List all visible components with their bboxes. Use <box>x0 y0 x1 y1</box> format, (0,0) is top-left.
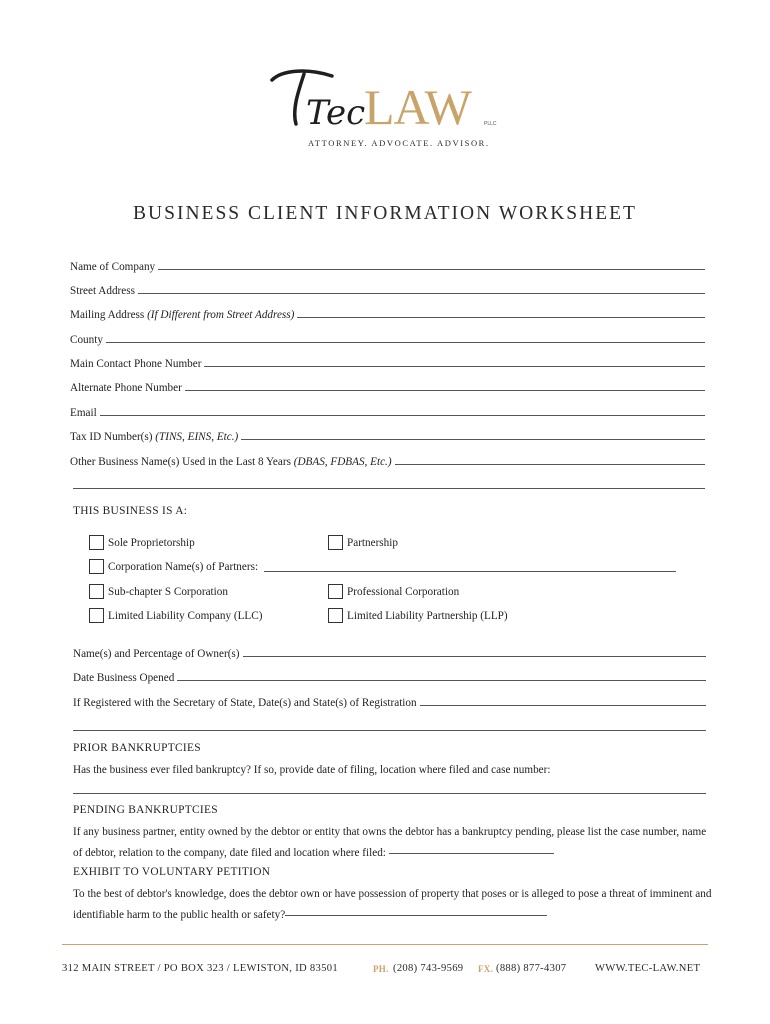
tax-id-field[interactable] <box>70 427 705 443</box>
field-hint: (DBAS, FDBAS, Etc.) <box>293 456 392 468</box>
field-label: Main Contact Phone Number <box>70 358 202 370</box>
checkbox[interactable] <box>89 584 104 599</box>
logo-tagline: ATTORNEY. ADVOCATE. ADVISOR. <box>308 138 490 148</box>
option-label: Professional Corporation <box>347 585 460 598</box>
footer-phone: (208) 743-9569 <box>393 963 464 974</box>
checkbox[interactable] <box>89 535 104 550</box>
date-opened-field[interactable] <box>73 668 706 684</box>
footer-website[interactable]: WWW.TEC-LAW.NET <box>595 963 701 974</box>
field-label: Mailing Address (If Different from Street Address) <box>70 309 295 321</box>
fill-line[interactable] <box>158 268 705 270</box>
email-field[interactable] <box>70 403 705 419</box>
checkbox[interactable] <box>89 559 104 574</box>
field-hint: (TINS, EINS, Etc.) <box>155 431 239 443</box>
checkbox[interactable] <box>328 584 343 599</box>
pending-bankruptcies-question: If any business partner, entity owned by the debtor or entity that owns the debtor has a bankruptcy pending, please list the case number, name of debtor, relation to the company, date filed and location where filed: <box>73 826 707 859</box>
option-label: Limited Liability Partnership (LLP) <box>347 609 508 622</box>
field-label: Date Business Opened <box>73 672 175 684</box>
field-label: If Registered with the Secretary of State, Date(s) and State(s) of Registration <box>73 697 417 709</box>
exhibit-question: To the best of debtor's knowledge, does the debtor own or have possession of property that poses or is alleged to pose a threat of imminent and identifiable harm to the public health or safety? <box>73 888 712 921</box>
fill-line[interactable] <box>185 389 705 391</box>
field-label: Tax ID Number(s) (TINS, EINS, Etc.) <box>70 431 239 443</box>
fill-line[interactable] <box>243 655 707 657</box>
fill-line[interactable] <box>204 365 705 367</box>
field-label: Name of Company <box>70 261 156 273</box>
field-label: County <box>70 334 103 346</box>
pending-bankruptcies-heading: PENDING BANKRUPTCIES <box>73 804 218 816</box>
field-label: Name(s) and Percentage of Owner(s) <box>73 648 240 660</box>
other-names-field[interactable] <box>70 452 705 468</box>
page-title: BUSINESS CLIENT INFORMATION WORKSHEET <box>133 203 637 224</box>
sole-proprietorship-option[interactable] <box>89 535 195 550</box>
footer-address: 312 MAIN STREET / PO BOX 323 / LEWISTON, ID 83501 <box>62 963 338 974</box>
subchapter-s-option[interactable] <box>89 584 228 599</box>
checkbox[interactable] <box>89 608 104 623</box>
fax-label: FX. <box>478 964 494 974</box>
llp-option[interactable] <box>328 608 508 623</box>
fill-line[interactable] <box>395 463 705 465</box>
llc-option[interactable] <box>89 608 262 623</box>
logo-pllc: PLLC <box>484 121 497 127</box>
footer-divider <box>62 944 708 945</box>
company-name-field[interactable] <box>70 257 705 273</box>
field-label: Street Address <box>70 285 135 297</box>
field-label: Alternate Phone Number <box>70 382 182 394</box>
blank-line[interactable] <box>73 488 705 489</box>
prior-bankruptcies-heading: PRIOR BANKRUPTCIES <box>73 742 201 754</box>
fill-line[interactable] <box>177 679 706 681</box>
fill-line[interactable] <box>420 704 706 706</box>
field-label: Email <box>70 407 97 419</box>
fill-line[interactable] <box>297 316 705 318</box>
fill-line[interactable] <box>138 292 705 294</box>
prior-bankruptcies-question: Has the business ever filed bankruptcy? If so, provide date of filing, location where filed and case number: <box>73 764 551 776</box>
mailing-address-field[interactable] <box>70 305 705 321</box>
option-label: Sole Proprietorship <box>108 536 195 549</box>
footer-fax: (888) 877-4307 <box>496 963 567 974</box>
teclaw-logo <box>262 62 512 134</box>
fill-line[interactable] <box>100 414 705 416</box>
main-phone-field[interactable] <box>70 354 705 370</box>
owners-field[interactable] <box>73 644 706 660</box>
phone-label: PH. <box>373 964 389 974</box>
option-label: Limited Liability Company (LLC) <box>108 609 263 622</box>
fill-line[interactable] <box>106 341 705 343</box>
fill-line[interactable] <box>241 438 705 440</box>
checkbox[interactable] <box>328 535 343 550</box>
blank-line[interactable] <box>73 793 706 794</box>
fill-line[interactable] <box>389 852 554 854</box>
partnership-option[interactable] <box>328 535 398 550</box>
business-type-heading: THIS BUSINESS IS A: <box>73 505 188 517</box>
professional-corporation-option[interactable] <box>328 584 459 599</box>
option-label: Partnership <box>347 536 398 549</box>
field-label: Other Business Name(s) Used in the Last 8 Years (DBAS, FDBAS, Etc.) <box>70 456 392 468</box>
alternate-phone-field[interactable] <box>70 378 705 394</box>
county-field[interactable] <box>70 330 705 346</box>
fill-line[interactable] <box>285 914 547 916</box>
option-label: Sub-chapter S Corporation <box>108 585 228 598</box>
corporation-option[interactable] <box>89 559 676 574</box>
blank-line[interactable] <box>73 730 706 731</box>
option-label: Corporation Name(s) of Partners: <box>108 560 259 573</box>
fill-line[interactable] <box>264 570 676 572</box>
logo-law: LAW <box>364 79 471 134</box>
registration-field[interactable] <box>73 693 706 709</box>
logo-tec: Tec <box>306 93 366 133</box>
street-address-field[interactable] <box>70 281 705 297</box>
checkbox[interactable] <box>328 608 343 623</box>
exhibit-heading: EXHIBIT TO VOLUNTARY PETITION <box>73 866 271 878</box>
field-hint: (If Different from Street Address) <box>147 309 295 321</box>
